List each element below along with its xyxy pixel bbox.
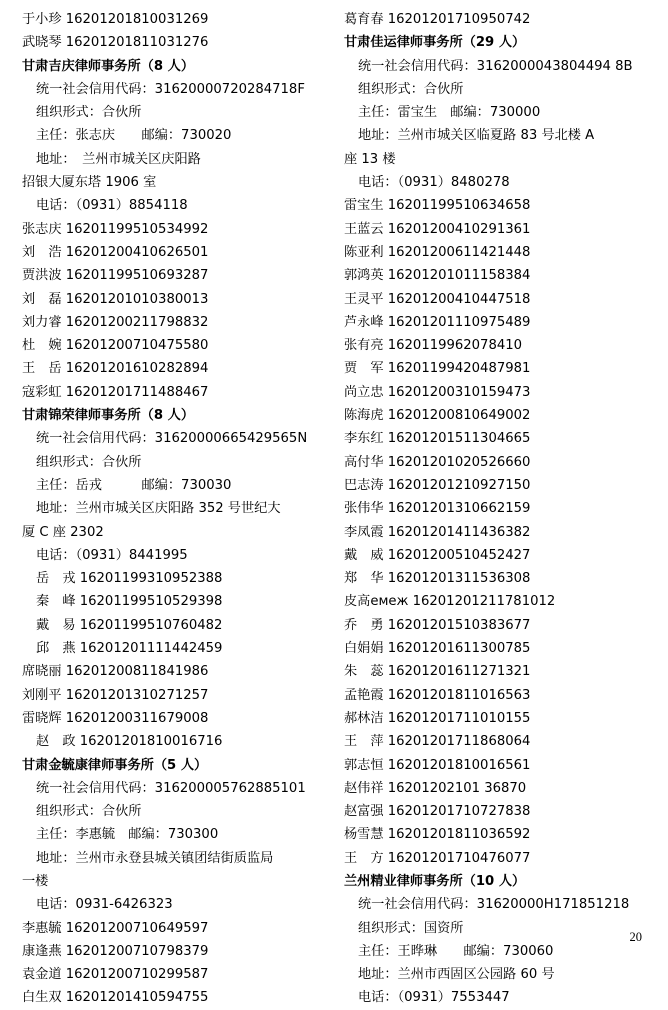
- right-text-line: 座 13 楼: [344, 151, 396, 167]
- right-text-line: 李凤霞 16201201411436382: [344, 524, 531, 540]
- right-firm-heading: 甘肃佳运律师事务所（29 人）: [344, 35, 526, 51]
- left-text-line: 岳 戎 16201199310952388: [36, 571, 223, 587]
- left-text-line: 组织形式：合伙所: [36, 804, 142, 820]
- left-text-line: 主任：李惠毓 邮编：730300: [36, 827, 219, 843]
- right-text-line: 贾 军 16201199420487981: [344, 361, 531, 377]
- left-text-line: 白生双 16201201410594755: [22, 990, 209, 1006]
- two-column-layout: [22, 8, 646, 1006]
- right-text-line: 高付华 16201201020526660: [344, 454, 531, 470]
- left-text-line: 统一社会信用代码：31620000665429565N: [36, 431, 308, 447]
- left-text-line: 统一社会信用代码：316200005762885101: [36, 780, 306, 796]
- left-text-line: 寇彩虹 16201201711488467: [22, 384, 209, 400]
- left-text-line: 主任：张志庆 邮编：730020: [36, 128, 232, 144]
- left-firm-heading: 甘肃吉庆律师事务所（8 人）: [22, 58, 195, 74]
- right-firm-heading: 兰州精业律师事务所（10 人）: [344, 873, 526, 889]
- left-text-line: 地址：兰州市永登县城关镇团结街质监局: [36, 850, 274, 866]
- left-text-line: 一楼: [22, 873, 49, 889]
- right-text-line: 王 方 16201201710476077: [344, 850, 531, 866]
- left-text-line: 杜 婉 16201200710475580: [22, 338, 209, 354]
- right-text-line: 主任：王晔琳 邮编：730060: [358, 943, 554, 959]
- right-text-line: 地址：兰州市西固区公园路 60 号: [358, 967, 555, 983]
- left-text-line: 招银大厦东塔 1906 室: [22, 175, 157, 191]
- right-text-line: 郭志恒 16201201810016561: [344, 757, 531, 773]
- right-text-line: 统一社会信用代码：3162000043804494 8B: [358, 58, 633, 74]
- right-text-line: 组织形式：国资所: [358, 920, 464, 936]
- left-text-line: 组织形式：合伙所: [36, 454, 142, 470]
- left-text-line: 刘 浩 16201200410626501: [22, 244, 209, 260]
- left-text-line: 厦 C 座 2302: [22, 524, 104, 540]
- right-text-line: 张有亮 1620119962078410: [344, 338, 522, 354]
- right-text-line: 王灵平 16201200410447518: [344, 291, 531, 307]
- right-text-line: 杨雪慧 16201201811036592: [344, 827, 531, 843]
- left-text-line: 袁金道 16201200710299587: [22, 967, 209, 983]
- left-text-line: 刘 磊 16201201010380013: [22, 291, 209, 307]
- right-text-line: 郭鸿英 16201201011158384: [344, 268, 531, 284]
- left-text-line: 雷晓辉 16201200311679008: [22, 710, 209, 726]
- left-text-line: 地址： 兰州市城关区庆阳路: [36, 151, 201, 167]
- left-firm-heading: 甘肃金毓康律师事务所（5 人）: [22, 757, 208, 773]
- left-text-line: 秦 峰 16201199510529398: [36, 594, 223, 610]
- left-text-line: 张志庆 16201199510534992: [22, 221, 209, 237]
- right-text-line: 戴 威 16201200510452427: [344, 547, 531, 563]
- left-text-line: 邱 燕 16201201111442459: [36, 641, 223, 657]
- right-text-line: 地址：兰州市城关区临夏路 83 号北楼 A: [358, 128, 595, 144]
- left-text-line: 武晓琴 16201201811031276: [22, 35, 209, 51]
- right-text-line: 陈亚利 16201200611421448: [344, 244, 531, 260]
- left-text-line: 席晓丽 16201200811841986: [22, 664, 209, 680]
- right-text-line: 雷宝生 16201199510634658: [344, 198, 531, 214]
- right-text-line: 张伟华 16201201310662159: [344, 501, 531, 517]
- right-text-line: 李东红 16201201511304665: [344, 431, 531, 447]
- left-text-line: 电话：（0931）8441995: [36, 547, 188, 563]
- left-text-line: 电话：0931-6426323: [36, 897, 173, 913]
- left-text-line: 王 岳 16201201610282894: [22, 361, 209, 377]
- left-text-line: 统一社会信用代码：31620000720284718F: [36, 81, 305, 97]
- right-text-line: 王 萍 16201201711868064: [344, 734, 531, 750]
- left-text-line: 主任：岳戎 邮编：730030: [36, 477, 232, 493]
- left-text-line: 赵 政 16201201810016716: [36, 734, 223, 750]
- left-text-line: 刘力睿 16201200211798832: [22, 314, 209, 330]
- left-firm-heading: 甘肃锦荣律师事务所（8 人）: [22, 408, 195, 424]
- right-text-line: 葛育春 16201201710950742: [344, 12, 531, 27]
- right-text-line: 陈海虎 16201200810649002: [344, 408, 531, 424]
- right-text-line: 赵富强 16201201710727838: [344, 804, 531, 820]
- left-text-line: 于小珍 16201201810031269: [22, 12, 209, 27]
- left-text-column: [22, 8, 324, 1006]
- right-text-line: 乔 勇 16201201510383677: [344, 617, 531, 633]
- right-text-line: 朱 蕊 16201201611271321: [344, 664, 531, 680]
- right-text-line: 孟艳霞 16201201811016563: [344, 687, 531, 703]
- right-text-line: 电话：（0931）7553447: [358, 990, 510, 1006]
- right-text-line: 郝林洁 16201201711010155: [344, 710, 531, 726]
- left-text-line: 康逢燕 16201200710798379: [22, 943, 209, 959]
- right-text-line: 皮高емеж 16201201211781012: [344, 594, 556, 610]
- right-text-line: 王蓝云 16201200410291361: [344, 221, 531, 237]
- right-text-line: 主任：雷宝生 邮编：730000: [358, 105, 541, 121]
- left-text-line: 组织形式：合伙所: [36, 105, 142, 121]
- left-text-line: 电话：（0931）8854118: [36, 198, 188, 214]
- right-text-line: 白娟娟 16201201611300785: [344, 641, 531, 657]
- right-text-line: 组织形式：合伙所: [358, 81, 464, 97]
- right-text-line: 尚立忠 16201200310159473: [344, 384, 531, 400]
- right-text-line: 巴志涛 16201201210927150: [344, 477, 531, 493]
- left-text-line: 地址：兰州市城关区庆阳路 352 号世纪大: [36, 501, 281, 517]
- left-text-line: 李惠毓 16201200710649597: [22, 920, 209, 936]
- right-text-line: 芦永峰 16201201110975489: [344, 314, 531, 330]
- right-text-line: 郑 华 16201201311536308: [344, 571, 531, 587]
- right-text-column: [344, 8, 646, 1006]
- right-text-line: 电话：（0931）8480278: [358, 175, 510, 191]
- right-text-line: 统一社会信用代码：31620000H171851218: [358, 897, 630, 913]
- right-text-line: 赵伟祥 16201202101 36870: [344, 780, 527, 796]
- page-number: 20: [629, 930, 642, 944]
- left-text-line: 贾洪波 16201199510693287: [22, 268, 209, 284]
- left-text-line: 戴 易 16201199510760482: [36, 617, 223, 633]
- left-text-line: 刘刚平 16201201310271257: [22, 687, 209, 703]
